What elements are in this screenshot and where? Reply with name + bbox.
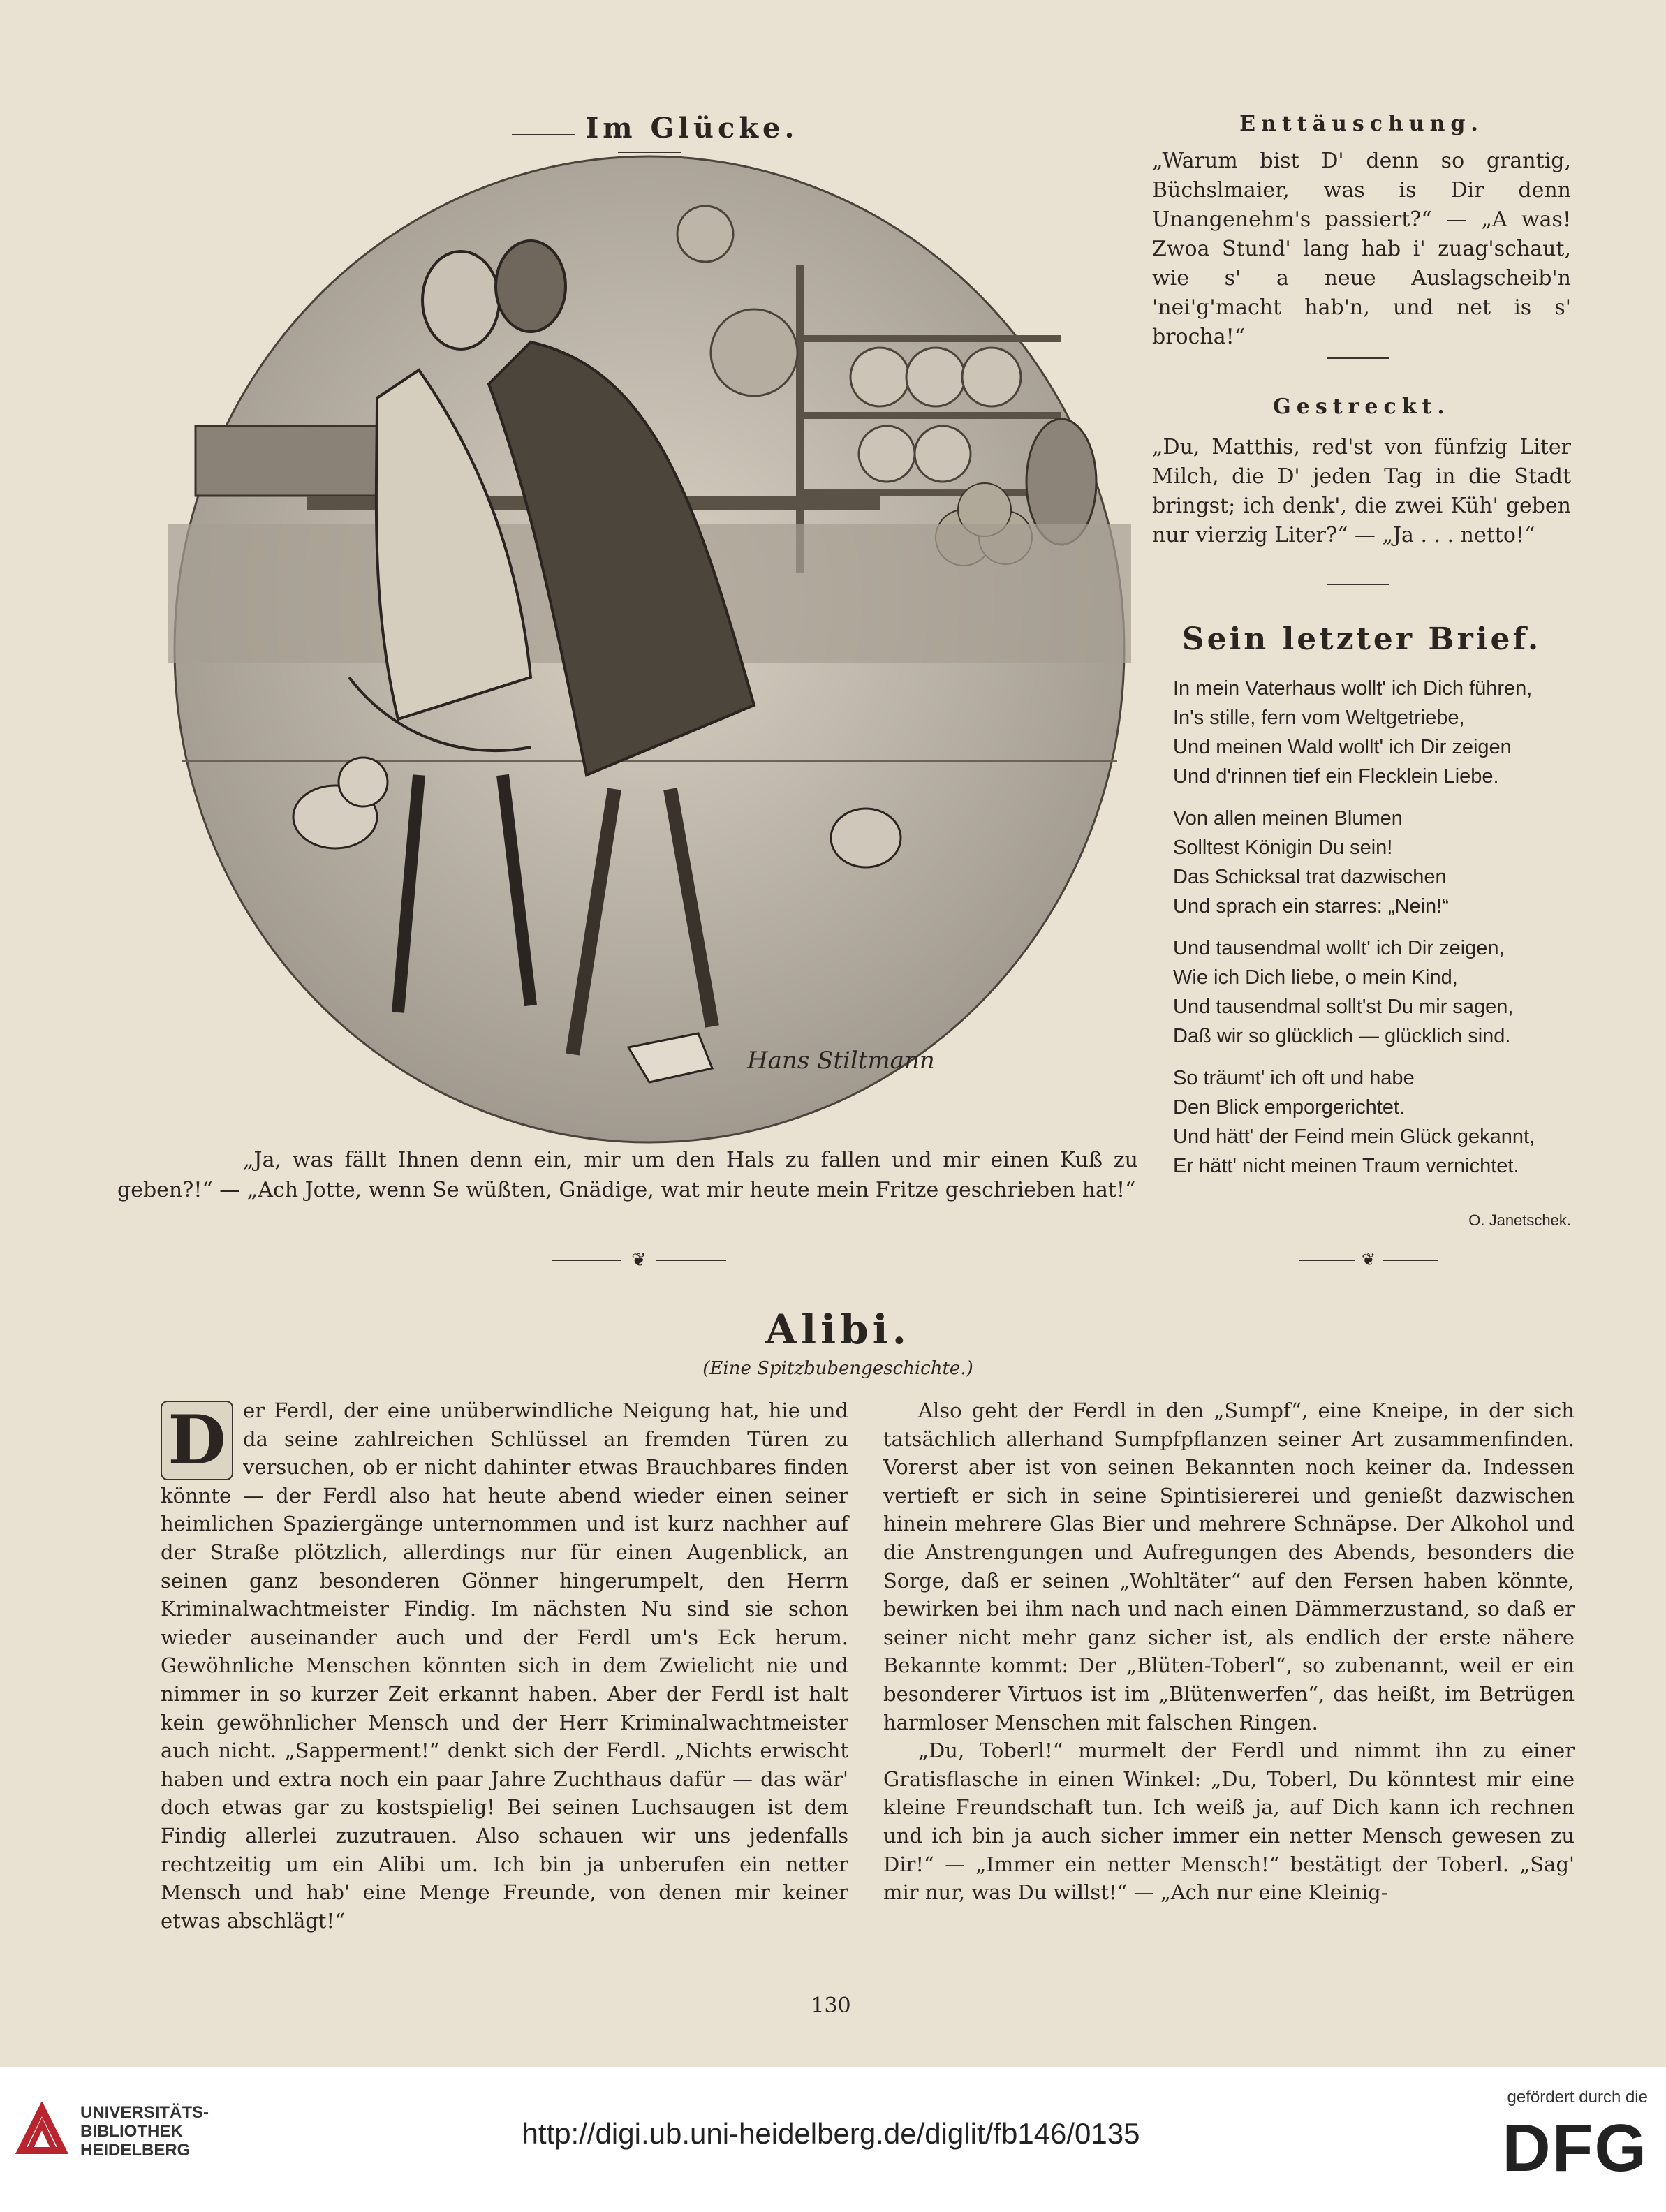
story-title: Alibi.	[765, 1306, 911, 1353]
story-column-2	[883, 1396, 1575, 1907]
university-library-name[interactable]	[80, 2103, 234, 2160]
library-name-line: UNIVERSITÄTS-	[80, 2103, 209, 2122]
story-paragraph: Also geht der Ferdl in den „Sumpf“, eine Kneipe, in der sich tatsächlich allerhand Sumpfpflanzen seiner Art zusammenfinden. Vorerst aber ist von seinen Bekannten noch keiner da. Indessen vertieft er sich in seine Spintisiererei und genießt dazwischen hinein mehrere Glas Bier und mehrere Schnäpse. Der Alkohol und die Anstrengungen und Aufregungen des Abends, besonders die Sorge, daß er seinen „Wohltäter“ auf den Fersen haben könnte, bewirken bei ihm nach und nach einen Dämmerzustand, so daß er seiner nicht mehr ganz sicher ist, als endlich der erste nähere Bekannte kommt: Der „Blüten-Toberl“, so zubenannt, weil er ein besonderer Virtuos ist im „Blütenwerfen“, das heißt, im Betrügen harmloser Menschen mit falschen Ringen.	[883, 1399, 1575, 1734]
story-column-1	[161, 1396, 848, 1935]
viewer-footer	[0, 2067, 1666, 2212]
illustration-signature: Hans Stiltmann	[747, 1047, 935, 1075]
poem-stanza-4	[1173, 1063, 1571, 1181]
ornament-left	[512, 134, 575, 135]
poem-stanza-3	[1173, 934, 1571, 1051]
verse-line: Und hätt' der Feind mein Glück gekannt,	[1173, 1126, 1535, 1148]
verse-line: Von allen meinen Blumen	[1173, 807, 1403, 830]
library-name-line: BIBLIOTHEK	[80, 2122, 183, 2141]
verse-line: So träumt' ich oft und habe	[1173, 1067, 1415, 1089]
poem-body	[1173, 674, 1571, 1193]
section-title-gestreckt: Gestreckt.	[1273, 395, 1450, 419]
drop-cap: D	[161, 1401, 233, 1480]
story-paragraph: „Du, Toberl!“ murmelt der Ferdl und nimmt ihn zu einer Gratisflasche in einen Winkel: „Du, Toberl, Du könntest mir eine kleine Freundschaft tun. Ich weiß ja, auf Dich kann ich rechnen und ich bin ja auch sicher immer ein netter Mensch gewesen zu Dir!“ — „Immer ein netter Mensch!“ bestätigt der Toberl. „Sag' mir nur, was Du willst!“ — „Ach nur eine Kleinig-	[883, 1739, 1575, 1905]
verse-line: Und meinen Wald wollt' ich Dir zeigen	[1173, 736, 1512, 758]
story-subtitle: (Eine Spitzbubengeschichte.)	[702, 1358, 973, 1379]
poem-title: Sein letzter Brief.	[1181, 621, 1542, 657]
verse-line: Das Schicksal trat dazwischen	[1173, 866, 1447, 888]
verse-line: Wie ich Dich liebe, o mein Kind,	[1173, 966, 1458, 989]
funding-note: gefördert durch die	[1507, 2088, 1648, 2107]
university-logo-icon	[14, 2102, 70, 2158]
poem-stanza-1	[1173, 674, 1571, 791]
anecdote-enttaeuschung: „Warum bist D' denn so grantig, Büchslmaier, was is Dir denn Unangenehm's passiert?“ — „A was! Zwoa Stund' lang hab i' zuag'schaut, wie s' a neue Auslagscheib'n 'nei'g'macht hab'n, und net is s' brocha!“	[1152, 149, 1571, 349]
story-paragraph: er Ferdl, der eine unüberwindliche Neigung hat, hie und da seine zahlreichen Schlüssel an fremden Türen zu versuchen, ob er nicht dahinter etwas Brauchbares finden könnte — der Ferdl also hat heute abend wieder einen seiner heimlichen Spaziergänge unternommen und ist kurz nachher auf der Straße plötzlich, allerdings nur für einen Augenblick, an seinen ganz besonderen Gönner hingerumpelt, den Herrn Kriminalwachtmeister Findig. Im nächsten Nu sind sie schon wieder auseinander auch und der Ferdl um's Eck herum. Gewöhnliche Menschen könnten sich in dem Zwielicht nie und nimmer in so kurzer Zeit erkannt haben. Aber der Ferdl ist halt kein gewöhnlicher Mensch und der Herr Kriminalwachtmeister auch nicht. „Sapperment!“ denkt sich der Ferdl. „Nichts erwischt haben und extra noch ein paar Jahre Zuchthaus dafür — das wär' doch etwas gar zu kostspielig! Bei seinen Luchsaugen ist dem Findig allerlei zuzutrauen. Also schauen wir uns jedenfalls rechtzeitig um ein Alibi um. Ich bin ja unberufen ein netter Mensch und hab' eine Menge Freunde, von denen mir keiner etwas abschlägt!“	[161, 1399, 848, 1933]
section-title-enttaeuschung: Enttäuschung.	[1239, 112, 1484, 136]
poem-author: O. Janetschek.	[1468, 1211, 1571, 1229]
verse-line: Und tausendmal wollt' ich Dir zeigen,	[1173, 937, 1505, 959]
verse-line: In's stille, fern vom Weltgetriebe,	[1173, 707, 1465, 729]
illustration-circle	[168, 147, 1131, 1152]
verse-line: Und d'rinnen tief ein Flecklein Liebe.	[1173, 765, 1499, 788]
verse-line: In mein Vaterhaus wollt' ich Dich führen,	[1173, 677, 1533, 700]
verse-line: Und tausendmal sollt'st Du mir sagen,	[1173, 996, 1514, 1018]
ornamental-divider: ❦	[1299, 1250, 1438, 1271]
page-number: 130	[811, 1993, 851, 2018]
poem-stanza-2	[1173, 804, 1571, 921]
anecdote-gestreckt: „Du, Matthis, red'st von fünfzig Liter Milch, die D' jeden Tag in die Stadt bringst; ich denk', die zwei Küh' geben nur vierzig Liter?“ — „Ja . . . netto!“	[1152, 435, 1571, 547]
permalink-url[interactable]: http://digi.ub.uni-heidelberg.de/diglit/fb146/0135	[522, 2117, 1140, 2150]
verse-line: Daß wir so glücklich — glücklich sind.	[1173, 1025, 1511, 1047]
verse-line: Den Blick emporgerichtet.	[1173, 1096, 1406, 1119]
dfg-logo[interactable]: DFG	[1502, 2111, 1648, 2185]
ornamental-divider: ❦	[552, 1250, 726, 1271]
library-name-line: HEIDELBERG	[80, 2141, 191, 2160]
divider	[1327, 584, 1389, 585]
verse-line: Er hätt' nicht meinen Traum vernichtet.	[1173, 1155, 1519, 1177]
illustration-caption: „Ja, was fällt Ihnen denn ein, mir um den Hals zu fallen und mir einen Kuß zu geben?!“ — „Ach Jotte, wenn Se wüßten, Gnädige, wat mir heute mein Fritze geschrieben hat!“	[117, 1148, 1138, 1202]
verse-line: Und sprach ein starres: „Nein!“	[1173, 895, 1449, 917]
verse-line: Solltest Königin Du sein!	[1173, 836, 1393, 859]
illustration-title: Im Glücke.	[585, 112, 799, 145]
divider	[1327, 357, 1389, 359]
